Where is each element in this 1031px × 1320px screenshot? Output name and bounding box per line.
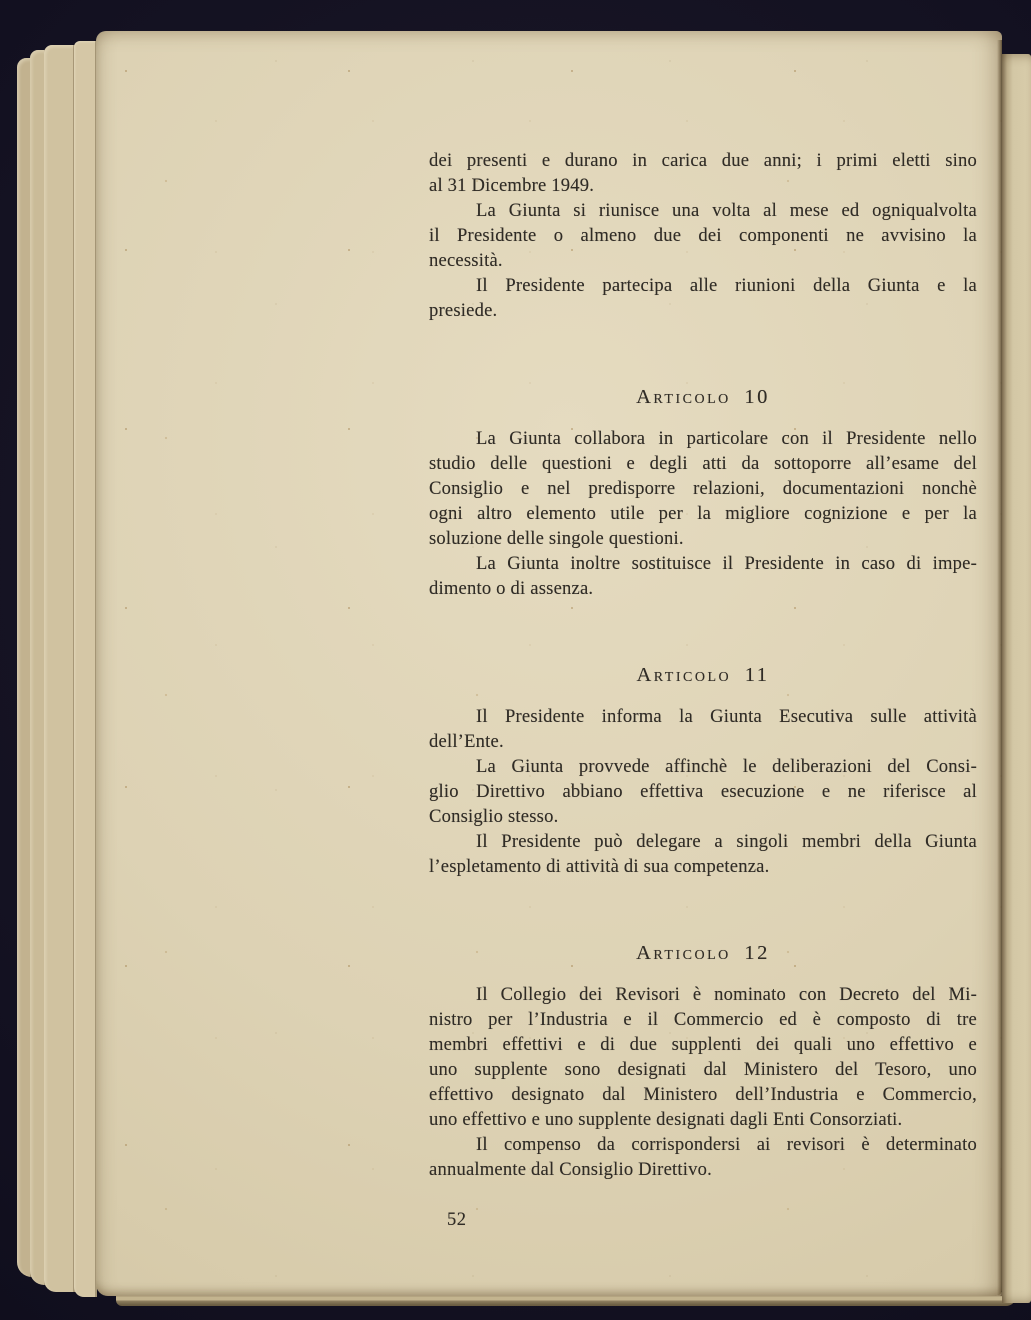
text-line: l’espletamento di attività di sua competenza. <box>429 856 770 877</box>
text-line: necessità. <box>429 250 503 271</box>
text-line: Il compenso da corrispondersi ai revisori è determinato <box>476 1134 977 1155</box>
text-column <box>429 148 977 1231</box>
facing-page-sliver <box>1002 54 1031 1303</box>
article-heading: Articolo 12 <box>636 942 770 964</box>
article-heading: Articolo 11 <box>636 664 770 686</box>
text-line: uno effettivo e uno supplente designati dagli Enti Consorziati. <box>429 1109 903 1130</box>
text-line: Il Presidente può delegare a singoli membri della Giunta <box>476 831 977 852</box>
text-line: presiede. <box>429 300 498 321</box>
page-stack-edge-4 <box>74 41 97 1297</box>
text-line: Il Collegio dei Revisori è nominato con Decreto del Mi- <box>476 984 977 1005</box>
text-line: Consiglio stesso. <box>429 806 559 827</box>
article-heading: Articolo 10 <box>636 386 770 408</box>
text-line: soluzione delle singole questioni. <box>429 528 684 549</box>
page-number: 52 <box>447 1210 467 1230</box>
text-line: La Giunta collabora in particolare con il Presidente nello <box>476 428 977 449</box>
text-line: uno supplente sono designati dal Ministero del Tesoro, uno <box>429 1059 977 1080</box>
text-line: dell’Ente. <box>429 731 504 752</box>
text-line: annualmente dal Consiglio Direttivo. <box>429 1159 712 1180</box>
page-stack-edge-3 <box>44 45 76 1292</box>
text-line: Il Presidente partecipa alle riunioni della Giunta e la <box>476 275 977 296</box>
text-line: La Giunta si riunisce una volta al mese ed ogniqualvolta <box>476 200 977 221</box>
text-line: membri effettivi e di due supplenti dei quali uno effettivo e <box>429 1034 977 1055</box>
text-line: ogni altro elemento utile per la migliore cognizione e per la <box>429 503 977 524</box>
text-line: dimento o di assenza. <box>429 578 594 599</box>
book-page <box>96 31 1002 1296</box>
text-line: La Giunta inoltre sostituisce il Presidente in caso di impe- <box>476 553 977 574</box>
text-line: La Giunta provvede affinchè le deliberazioni del Consi- <box>476 756 977 777</box>
text-line: dei presenti e durano in carica due anni; i primi eletti sino <box>429 150 977 171</box>
text-line: glio Direttivo abbiano effettiva esecuzione e ne riferisce al <box>429 781 977 802</box>
text-line: al 31 Dicembre 1949. <box>429 175 595 196</box>
text-line: il Presidente o almeno due dei componenti ne avvisino la <box>429 225 977 246</box>
text-line: nistro per l’Industria e il Commercio ed è composto di tre <box>429 1009 977 1030</box>
text-line: studio delle questioni e degli atti da sottoporre all’esame del <box>429 453 977 474</box>
text-line: Consiglio e nel predisporre relazioni, documentazioni nonchè <box>429 478 977 499</box>
text-line: Il Presidente informa la Giunta Esecutiva sulle attività <box>476 706 977 727</box>
text-line: effettivo designato dal Ministero dell’Industria e Commercio, <box>429 1084 977 1105</box>
